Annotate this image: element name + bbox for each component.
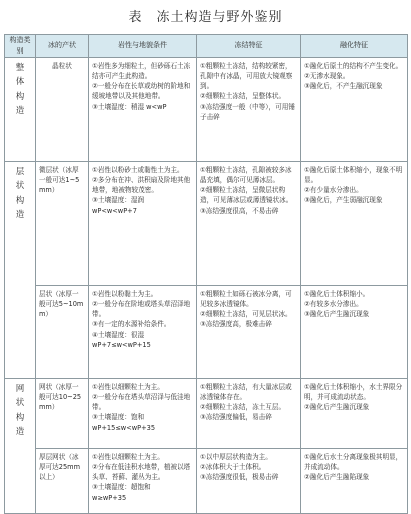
frozen-soil-table <box>4 34 408 514</box>
header-freeze: 冻结特征 <box>197 35 301 58</box>
rock-cell: ①岩性以细颗粒土为主。 ②分布在低洼积水地带，植被以塔头草、苔藓、灌丛为主。 ③土壤湿度：超饱和 w≥wP+35 <box>89 448 197 513</box>
rock-cell: ①岩性以粉砂土或黏性土为主。 ②多分布在冲、洪积扇及阶地其他地带，地被物较茂密。 ③土壤湿度：湿润 wP<w<wP+7 <box>89 161 197 285</box>
rock-cell: ①岩性以粉黏土为主。 ②一般分布在阶地或塔头草沼泽地带。 ③有一定的水源补给条件。 ④土壤湿度：很湿 wP+7≤w<wP+15 <box>89 285 197 378</box>
table-row <box>5 285 408 378</box>
header-rock-terrain: 岩性与地貌条件 <box>89 35 197 58</box>
header-category: 构造类别 <box>5 35 36 58</box>
melt-cell: ①融化后土体积缩小。 ②有较多水分渗出。 ③融化后产生融沉现象 <box>301 285 408 378</box>
rock-cell: ①岩性以细颗粒土为主。 ②一般分布在塔头草沼泽与低洼地带。 ③土壤湿度：饱和 wP+15≤w<wP+35 <box>89 378 197 448</box>
category-whole: 整 体 构 造 <box>5 57 36 161</box>
header-ice-form: 冰的产状 <box>36 35 89 58</box>
freeze-cell: ①以中厚层状构造为主。 ②冰体积大于土体积。 ③冻结强度很低，极易击碎 <box>197 448 301 513</box>
ice-form-cell: 晶粒状 <box>36 57 89 161</box>
freeze-cell: ①粗颗粒土冻结，结构较紧密，孔隙中有冰晶，可用放大镜观察到。 ②细颗粒土冻结，呈整体状。 ③冻结强度一般（中等），可用锤子击碎 <box>197 57 301 161</box>
freeze-cell: ①粗颗粒土冻结，孔隙被较多冰晶充填，偶尔可见薄冰层。 ②细颗粒土冻结，呈微层状构造，可见薄冰层或薄透镜状冰。 ③冻结强度很高，不易击碎 <box>197 161 301 285</box>
header-row <box>5 35 408 58</box>
table-title: 表 冻土构造与野外鉴别 <box>128 10 283 25</box>
freeze-cell: ①粗颗粒土冻结，有大量冰层或冰透镜体存在。 ②细颗粒土冻结，冻土互层。 ③冻结强度偏低，易击碎 <box>197 378 301 448</box>
melt-cell: ①融化后原土的结构不产生变化。 ②无渗水现象。 ③融化后，不产生融沉现象 <box>301 57 408 161</box>
ice-form-cell: 厚层网状（冰厚可达25mm以上） <box>36 448 89 513</box>
freeze-cell: ①粗颗粒土如砾石被冰分离，可见较多冰透镜体。 ②细颗粒土冻结，可见层状冰。 ③冻结强度高，极难击碎 <box>197 285 301 378</box>
melt-cell: ①融化后原土体积缩小，现象不明显。 ②有少量水分渗出。 ③融化后，产生弱融沉现象 <box>301 161 408 285</box>
table-row <box>5 57 408 161</box>
melt-cell: ①融化后土体积缩小，水土界限分明，并可成流动状态。 ②融化后产生融沉现象 <box>301 378 408 448</box>
melt-cell: ①融化后水土分离现象极其明显，并成流动体。 ②融化后产生融陷现象 <box>301 448 408 513</box>
category-layered: 层 状 构 造 <box>5 161 36 378</box>
ice-form-cell: 微层状（冰厚一般可达1~5mm） <box>36 161 89 285</box>
rock-cell: ①岩性多为细粒土，但砂砾石土冻结亦可产生此构造。 ②一般分布在长草或幼树的阶地和缓坡地带以及其他地带。 ③土壤湿度：稍湿 w<wP <box>89 57 197 161</box>
ice-form-cell: 层状（冰厚一般可达5~10mm） <box>36 285 89 378</box>
table-row <box>5 378 408 448</box>
category-net: 网 状 构 造 <box>5 378 36 513</box>
table-row <box>5 161 408 285</box>
header-melt: 融化特征 <box>301 35 408 58</box>
table-row <box>5 448 408 513</box>
ice-form-cell: 网状（冰厚一般可达10~25mm） <box>36 378 89 448</box>
